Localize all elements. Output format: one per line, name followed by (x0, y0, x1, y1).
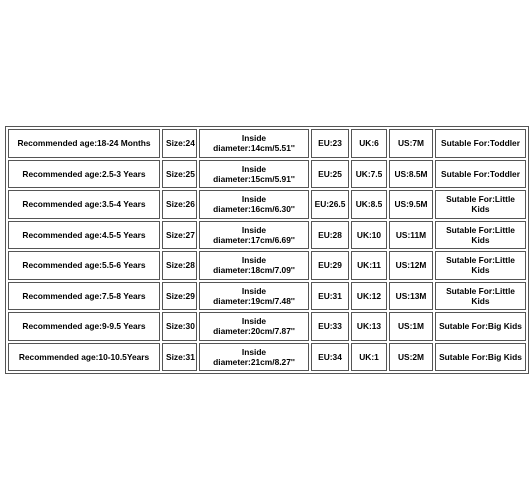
recommended-age-cell: Recommended age:9-9.5 Years (8, 312, 160, 341)
eu-size-cell: EU:28 (311, 221, 349, 250)
size-chart-table (5, 126, 529, 374)
table-row (8, 343, 526, 372)
uk-size-cell: UK:6 (351, 129, 387, 158)
inside-diameter-cell: Inside diameter:16cm/6.30'' (199, 190, 309, 219)
recommended-age-cell: Recommended age:5.5-6 Years (8, 251, 160, 280)
inside-diameter-cell: Inside diameter:19cm/7.48'' (199, 282, 309, 311)
size-cell: Size:30 (162, 312, 197, 341)
suitable-for-cell: Sutable For:Little Kids (435, 282, 526, 311)
suitable-for-cell: Sutable For:Little Kids (435, 190, 526, 219)
us-size-cell: US:1M (389, 312, 433, 341)
table-row (8, 190, 526, 219)
suitable-for-cell: Sutable For:Toddler (435, 160, 526, 189)
us-size-cell: US:2M (389, 343, 433, 372)
size-cell: Size:24 (162, 129, 197, 158)
us-size-cell: US:7M (389, 129, 433, 158)
suitable-for-cell: Sutable For:Big Kids (435, 343, 526, 372)
recommended-age-cell: Recommended age:18-24 Months (8, 129, 160, 158)
size-cell: Size:26 (162, 190, 197, 219)
eu-size-cell: EU:25 (311, 160, 349, 189)
eu-size-cell: EU:31 (311, 282, 349, 311)
suitable-for-cell: Sutable For:Toddler (435, 129, 526, 158)
size-cell: Size:28 (162, 251, 197, 280)
uk-size-cell: UK:7.5 (351, 160, 387, 189)
suitable-for-cell: Sutable For:Big Kids (435, 312, 526, 341)
us-size-cell: US:8.5M (389, 160, 433, 189)
recommended-age-cell: Recommended age:10-10.5Years (8, 343, 160, 372)
recommended-age-cell: Recommended age:7.5-8 Years (8, 282, 160, 311)
eu-size-cell: EU:23 (311, 129, 349, 158)
inside-diameter-cell: Inside diameter:20cm/7.87'' (199, 312, 309, 341)
us-size-cell: US:13M (389, 282, 433, 311)
inside-diameter-cell: Inside diameter:17cm/6.69'' (199, 221, 309, 250)
inside-diameter-cell: Inside diameter:21cm/8.27'' (199, 343, 309, 372)
uk-size-cell: UK:11 (351, 251, 387, 280)
table-row (8, 160, 526, 189)
inside-diameter-cell: Inside diameter:15cm/5.91'' (199, 160, 309, 189)
uk-size-cell: UK:13 (351, 312, 387, 341)
inside-diameter-cell: Inside diameter:14cm/5.51'' (199, 129, 309, 158)
uk-size-cell: UK:10 (351, 221, 387, 250)
table-row (8, 251, 526, 280)
recommended-age-cell: Recommended age:3.5-4 Years (8, 190, 160, 219)
recommended-age-cell: Recommended age:2.5-3 Years (8, 160, 160, 189)
suitable-for-cell: Sutable For:Little Kids (435, 251, 526, 280)
table-row (8, 282, 526, 311)
size-cell: Size:31 (162, 343, 197, 372)
table-row (8, 221, 526, 250)
size-chart-body (8, 129, 526, 371)
us-size-cell: US:12M (389, 251, 433, 280)
eu-size-cell: EU:29 (311, 251, 349, 280)
size-cell: Size:27 (162, 221, 197, 250)
eu-size-cell: EU:26.5 (311, 190, 349, 219)
uk-size-cell: UK:1 (351, 343, 387, 372)
size-cell: Size:25 (162, 160, 197, 189)
uk-size-cell: UK:8.5 (351, 190, 387, 219)
us-size-cell: US:9.5M (389, 190, 433, 219)
eu-size-cell: EU:33 (311, 312, 349, 341)
uk-size-cell: UK:12 (351, 282, 387, 311)
recommended-age-cell: Recommended age:4.5-5 Years (8, 221, 160, 250)
suitable-for-cell: Sutable For:Little Kids (435, 221, 526, 250)
eu-size-cell: EU:34 (311, 343, 349, 372)
inside-diameter-cell: Inside diameter:18cm/7.09'' (199, 251, 309, 280)
size-cell: Size:29 (162, 282, 197, 311)
table-row (8, 312, 526, 341)
table-row (8, 129, 526, 158)
us-size-cell: US:11M (389, 221, 433, 250)
